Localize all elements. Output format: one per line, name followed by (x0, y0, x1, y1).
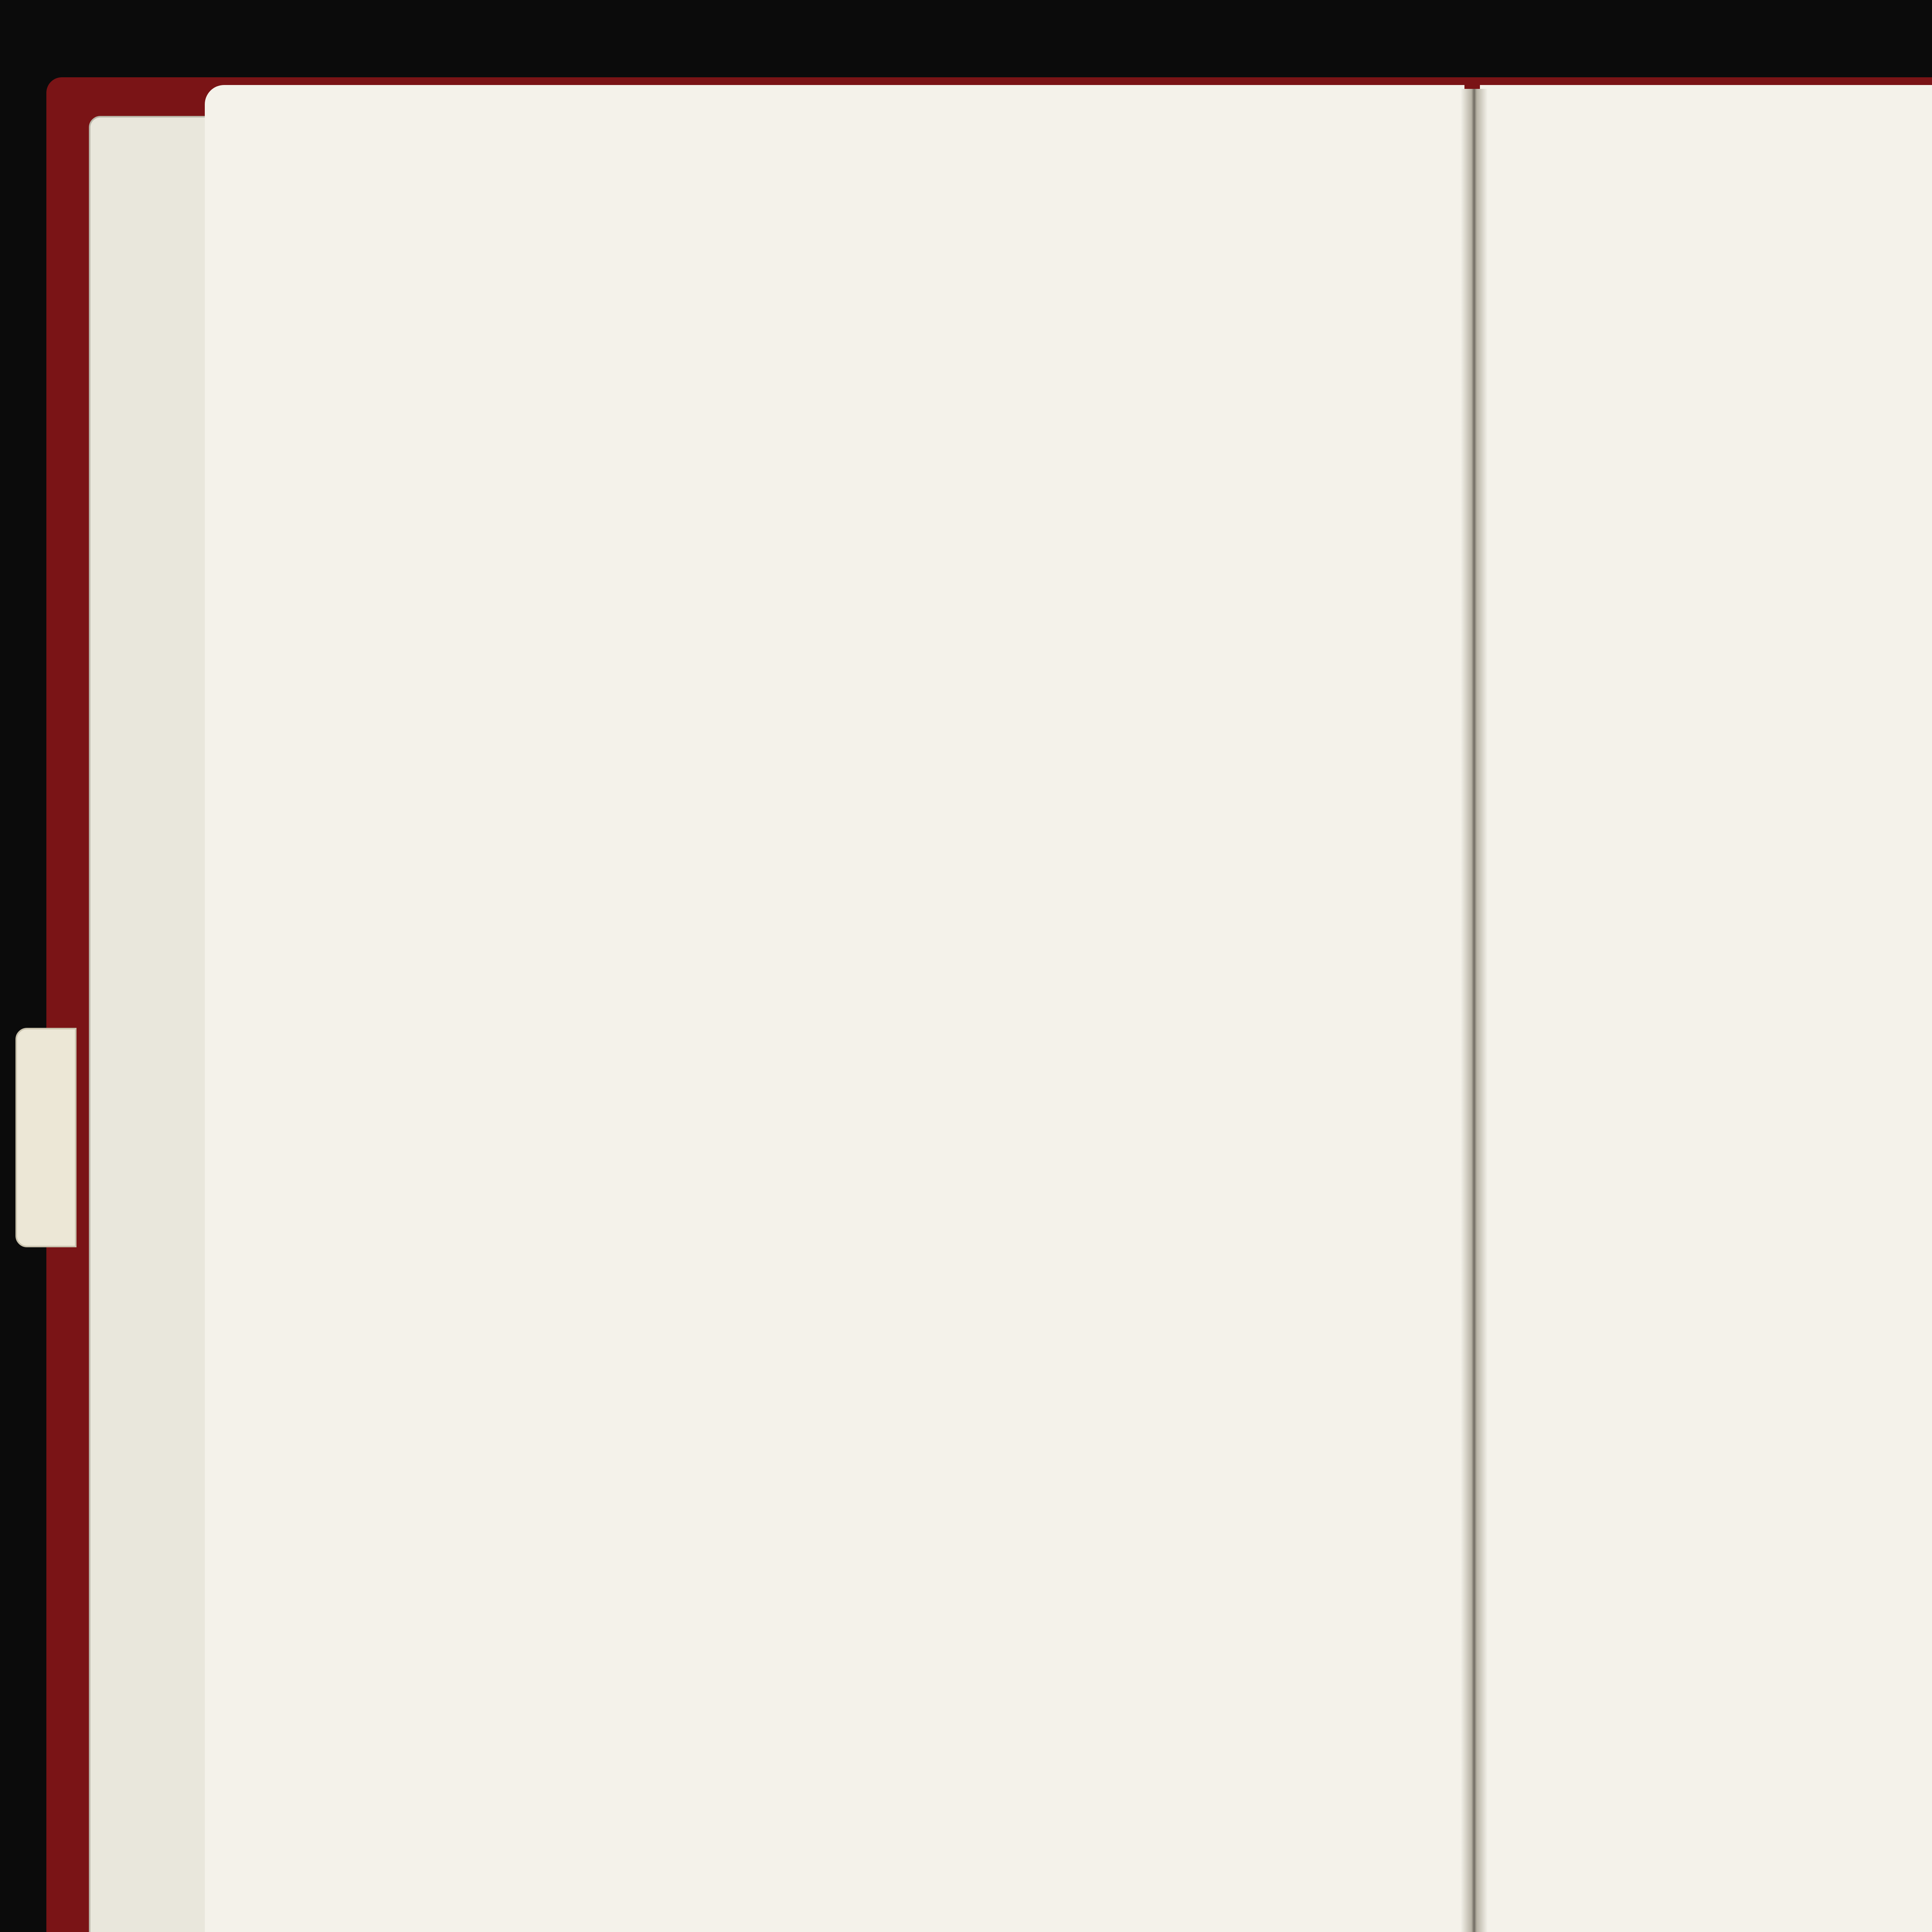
right-page (1480, 85, 1932, 1932)
left-page (205, 85, 1464, 1932)
book-gutter (1461, 89, 1488, 1932)
index-tab[interactable] (15, 1028, 77, 1247)
